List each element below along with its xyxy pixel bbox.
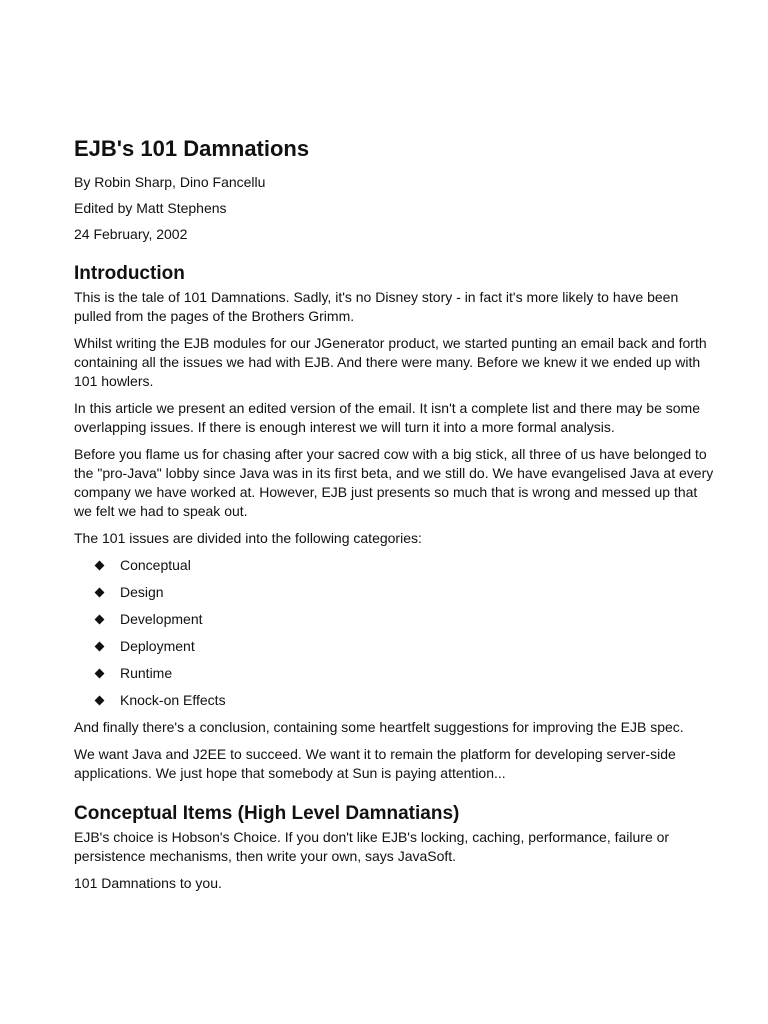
category-label: Deployment <box>120 638 195 654</box>
category-label: Conceptual <box>120 557 191 573</box>
closing-paragraph: And finally there's a conclusion, containing some heartfelt suggestions for improving the EJB spec. <box>74 719 684 735</box>
category-label: Design <box>120 584 164 600</box>
category-list <box>74 556 714 710</box>
conceptual-paragraph: EJB's choice is Hobson's Choice. If you don't like EJB's locking, caching, performance, failure or persistence mechanisms, then write your own, says JavaSoft. <box>74 829 670 864</box>
closing-paragraph: We want Java and J2EE to succeed. We want it to remain the platform for developing server-side applications. We just hope that somebody at Sun is paying attention... <box>74 746 676 781</box>
intro-paragraph: Whilst writing the EJB modules for our JGenerator product, we started punting an email back and forth containing all the issues we had with EJB. And there were many. Before we knew it we ended up with 101 howlers. <box>74 335 707 389</box>
diamond-bullet-icon <box>95 588 105 598</box>
document-page <box>74 134 714 901</box>
list-item <box>74 691 714 710</box>
list-item <box>74 556 714 575</box>
category-label: Runtime <box>120 665 173 681</box>
diamond-bullet-icon <box>95 615 105 625</box>
diamond-bullet-icon <box>95 642 105 652</box>
conceptual-heading: Conceptual Items (High Level Damnatians) <box>74 803 460 824</box>
list-item <box>74 637 714 656</box>
intro-paragraph: Before you flame us for chasing after your sacred cow with a big stick, all three of us have belonged to the "pro-Java" lobby since Java was in its first beta, and we still do. We have evangelised Java at every company we have worked at. However, EJB just presents so much that is wrong and messed up that we felt we had to speak out. <box>74 446 714 519</box>
list-item <box>74 610 714 629</box>
editor-line: Edited by Matt Stephens <box>74 200 227 216</box>
introduction-heading: Introduction <box>74 263 185 284</box>
category-label: Knock-on Effects <box>120 692 226 708</box>
list-item <box>74 583 714 602</box>
intro-paragraph: This is the tale of 101 Damnations. Sadly, it's no Disney story - in fact it's more likely to have been pulled from the pages of the Brothers Grimm. <box>74 289 679 324</box>
conceptual-paragraph: 101 Damnations to you. <box>74 875 222 891</box>
intro-paragraph: The 101 issues are divided into the following categories: <box>74 530 422 546</box>
intro-paragraph: In this article we present an edited version of the email. It isn't a complete list and there may be some overlapping issues. If there is enough interest we will turn it into a more formal analysis. <box>74 400 700 435</box>
date-line: 24 February, 2002 <box>74 226 188 242</box>
authors-line: By Robin Sharp, Dino Fancellu <box>74 174 266 190</box>
diamond-bullet-icon <box>95 696 105 706</box>
list-item <box>74 664 714 683</box>
diamond-bullet-icon <box>95 669 105 679</box>
diamond-bullet-icon <box>95 561 105 571</box>
document-title: EJB's 101 Damnations <box>74 136 310 161</box>
category-label: Development <box>120 611 203 627</box>
